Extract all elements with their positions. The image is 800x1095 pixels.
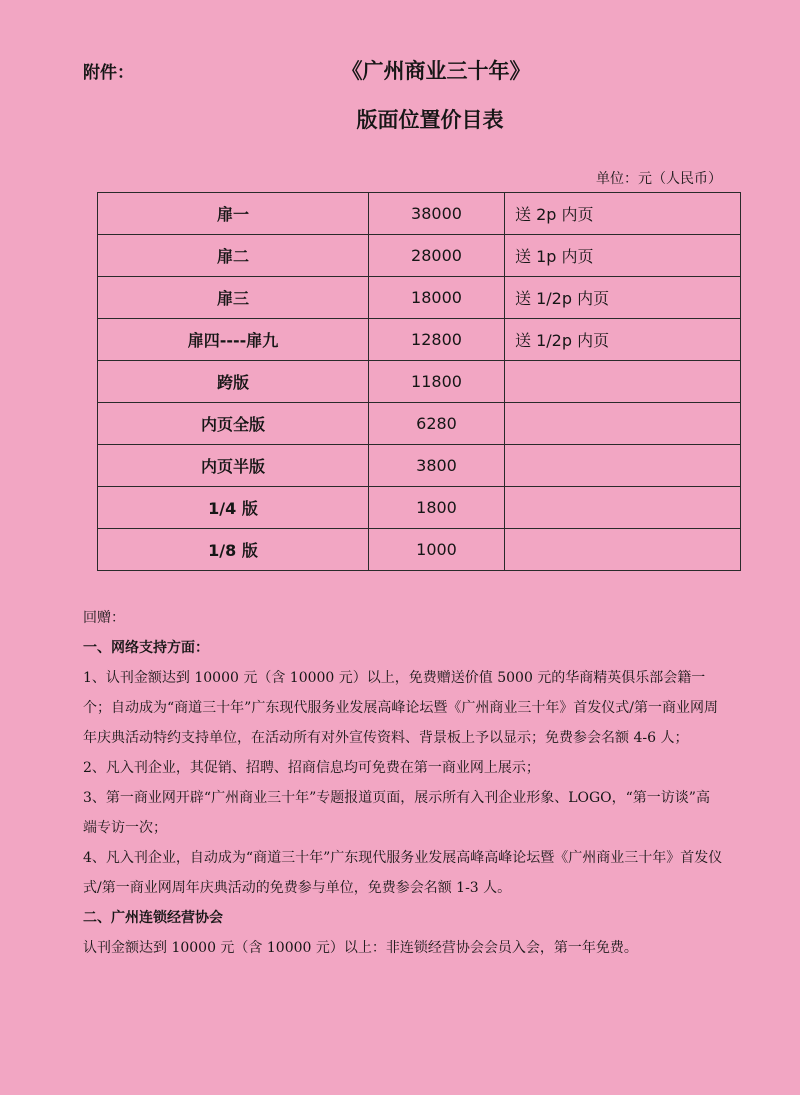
table-row [98, 319, 741, 361]
bonus-cell: 送 1/2p 内页 [505, 319, 741, 361]
benefit-item: 认刊金额达到 10000 元（含 10000 元）以上：非连锁经营协会会员入会，第一年免费。 [83, 940, 638, 956]
table-row [98, 487, 741, 529]
bonus-cell: 送 1p 内页 [505, 235, 741, 277]
price-cell: 1800 [369, 487, 505, 529]
bonus-cell: 送 1/2p 内页 [505, 277, 741, 319]
price-cell: 12800 [369, 319, 505, 361]
table-row [98, 445, 741, 487]
position-cell: 扉一 [98, 193, 369, 235]
bonus-cell [505, 361, 741, 403]
table-row [98, 529, 741, 571]
document-subtitle: 版面位置价目表 [356, 108, 504, 132]
position-cell: 1/4 版 [98, 487, 369, 529]
attachment-label: 附件： [83, 63, 134, 83]
bonus-cell [505, 529, 741, 571]
price-cell: 28000 [369, 235, 505, 277]
price-cell: 3800 [369, 445, 505, 487]
table-row [98, 403, 741, 445]
benefit-item: 4、凡入刊企业，自动成为“商道三十年”广东现代服务业发展高峰高峰论坛暨《广州商业三十年》首发仪式/第一商业网周年庆典活动的免费参与单位，免费参会名额 1-3 人。 [83, 850, 723, 896]
bonus-cell: 送 2p 内页 [505, 193, 741, 235]
benefit-item: 2、凡入刊企业，其促销、招聘、招商信息均可免费在第一商业网上展示； [83, 760, 540, 776]
price-table [97, 192, 741, 571]
benefit-item: 3、第一商业网开辟“广州商业三十年”专题报道页面，展示所有入刊企业形象、LOGO，“第一访谈”高端专访一次； [83, 790, 710, 836]
position-cell: 内页半版 [98, 445, 369, 487]
benefits-label: 回赠： [83, 610, 125, 626]
benefit-item: 1、认刊金额达到 10000 元（含 10000 元）以上，免费赠送价值 5000 元的华商精英俱乐部会籍一个；自动成为“商道三十年”广东现代服务业发展高峰论坛暨《广州商业三十年》首发仪式/第一商业网周年庆典活动特约支持单位，在活动所有对外宣传资料、背景板上予以显示；免费参会名额 4-6 人； [83, 670, 719, 746]
document-title: 《广州商业三十年》 [341, 59, 531, 83]
position-cell: 内页全版 [98, 403, 369, 445]
benefits-section [83, 603, 723, 963]
section-heading-association: 二、广州连锁经营协会 [83, 910, 223, 926]
table-row [98, 277, 741, 319]
price-cell: 1000 [369, 529, 505, 571]
position-cell: 1/8 版 [98, 529, 369, 571]
price-cell: 11800 [369, 361, 505, 403]
position-cell: 扉二 [98, 235, 369, 277]
price-cell: 18000 [369, 277, 505, 319]
position-cell: 扉四----扉九 [98, 319, 369, 361]
position-cell: 跨版 [98, 361, 369, 403]
price-cell: 6280 [369, 403, 505, 445]
bonus-cell [505, 487, 741, 529]
currency-unit: 单位：元（人民币） [596, 171, 722, 187]
table-row [98, 235, 741, 277]
position-cell: 扉三 [98, 277, 369, 319]
price-cell: 38000 [369, 193, 505, 235]
table-row [98, 193, 741, 235]
section-heading-network: 一、网络支持方面： [83, 640, 209, 656]
table-row [98, 361, 741, 403]
bonus-cell [505, 445, 741, 487]
bonus-cell [505, 403, 741, 445]
